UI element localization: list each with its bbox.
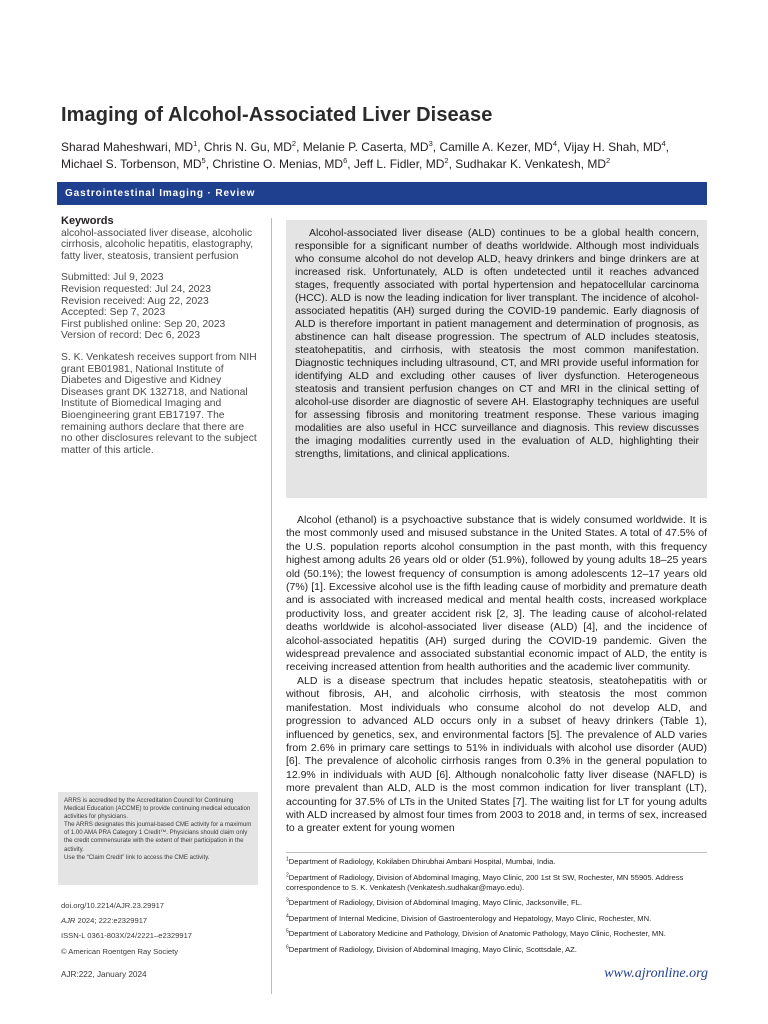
author: Melanie P. Caserta, $MD^3$, xyxy=(302,139,440,154)
article-dates xyxy=(61,272,257,342)
author-list xyxy=(61,139,751,173)
article-title: Imaging of Alcohol-Associated Liver Disease xyxy=(61,104,493,126)
date-first-published: First published online: Sep 20, 2023 xyxy=(61,318,226,330)
date-version-of-record: Version of record: Dec 6, 2023 xyxy=(61,330,201,342)
cme-notice xyxy=(58,792,258,885)
body-paragraph: ALD is a disease spectrum that includes hepatic steatosis, steatohepatitis with or without fibrosis, AH, and alcoholic cirrhosis, with steatosis the most common manifestation. Most individuals who consume alcohol do not develop ALD, and progression to advanced ALD occurs only in a subset of heavy drinkers (Table 1), influenced by genetics, sex, and environmental factors [5]. The prevalence of ALD varies from 2.6% in primary care settings to 51% in individuals with alcohol use disorder (AUD) [6]. The prevalence of alcoholic cirrhosis ranges from 0.3% in the general population to 12.9% in individuals with AUD [6]. Although nonalcoholic fatty liver disease (NAFLD) is more prevalent than ALD, ALD is the most common indication for liver transplant (LT), accounting for 37.5% of LTs in the United States [7]. The waiting list for LT for young adults with ALD increased by almost four times from 2003 to 2018 and, in terms of sex, increased to a greater extent for young women xyxy=(286,674,707,835)
column-divider xyxy=(271,218,272,994)
website-link[interactable]: www.ajronline.org xyxy=(604,966,708,981)
affiliation: $^3$Department of Radiology, Division of Abdominal Imaging, Mayo Clinic, Jacksonville, FL. xyxy=(286,897,582,908)
citation: AJR 2024; 222:e2329917 xyxy=(61,916,148,926)
abstract-text: Alcohol-associated liver disease (ALD) continues to be a global health concern, responsible for a significant number of deaths worldwide. Although most individuals who consume alcohol do not develop ALD, heavy drinkers and binge drinkers are at increased risk. Unfortunately, ALD is often undetected until it reaches advanced stages, frequently associated with portal hypertension and hepatocellular carcinoma (HCC). ALD is now the leading indication for liver transplant. The incidence of alcohol-associated hepatitis (AH) surged during the COVID-19 pandemic. Early diagnosis of ALD is therefore important in patient management and determination of prognosis, as abstinence can halt disease progression. The spectrum of ALD includes steatosis, steatohepatitis, and cirrhosis, with steatosis the most common manifestation. Diagnostic techniques including ultrasound, CT, and MRI provide useful information for identifying ALD and excluding other causes of liver dysfunction. Heterogeneous steatosis and transient perfusion changes on CT and MRI in the clinical setting of alcohol-use disorder are diagnostic of severe AH. Elastography techniques are useful for assessing fibrosis and monitoring treatment response. These various imaging modalities are also useful in HCC surveillance and diagnosis. This review discusses the imaging modalities currently used in the evaluation of ALD, highlighting their strengths, limitations, and clinical applications. xyxy=(295,227,699,460)
author: Vijay H. Shah, $MD^4$, xyxy=(563,139,670,154)
abstract-panel xyxy=(286,220,707,498)
footnote-divider xyxy=(286,852,707,853)
affiliation: $^6$Department of Radiology, Division of Abdominal Imaging, Mayo Clinic, Scottsdale, AZ. xyxy=(286,944,577,954)
author: Camille A. Kezer, $MD^4$, xyxy=(439,139,564,154)
article-meta xyxy=(61,898,261,959)
affiliation: $^2$Department of Radiology, Division of Abdominal Imaging, Mayo Clinic, 200 1st St SW, Rochester, MN 55905. Address correspondence to S. K. Venkatesh (Venkatesh.sudhakar@mayo.edu). xyxy=(286,872,684,892)
date-revision-received: Revision received: Aug 22, 2023 xyxy=(61,295,209,307)
author: Jeff L. Fidler, $MD^2$, xyxy=(353,156,456,171)
author: Chris N. Gu, $MD^2$, xyxy=(203,139,303,154)
keywords-heading: Keywords xyxy=(61,215,114,227)
affiliation: $^1$Department of Radiology, Kokilaben Dhirubhai Ambani Hospital, Mumbai, India. xyxy=(286,856,556,866)
author: Christine O. Menias, $MD^6$, xyxy=(212,156,354,171)
copyright: © American Roentgen Ray Society xyxy=(61,946,179,956)
affiliations xyxy=(286,857,707,961)
cme-claim: Use the “Claim Credit” link to access the CME activity. xyxy=(64,853,210,861)
date-revision-requested: Revision requested: Jul 24, 2023 xyxy=(61,283,211,295)
cme-accreditation: ARRS is accredited by the Accreditation Council for Continuing Medical Education (ACCME) to provide continuing medical education activities for physicians. xyxy=(64,797,251,821)
author: Sudhakar K. Venkatesh, $MD^2$ xyxy=(455,156,611,171)
cme-credit: The ARRS designates this journal-based CME activity for a maximum of 1.00 AMA PRA Category 1 Credit™. Physicians should claim only the credit commensurate with the extent of their participation in the activity. xyxy=(64,821,252,853)
issn: ISSN-L 0361-803X/24/2221–e2329917 xyxy=(61,931,193,941)
doi-link[interactable]: doi.org/10.2214/AJR.23.29917 xyxy=(61,901,165,910)
author: Michael S. Torbenson, $MD^5$, xyxy=(61,156,213,171)
author: Sharad Maheshwari, $MD^1$, xyxy=(61,139,204,154)
body-paragraph: Alcohol (ethanol) is a psychoactive substance that is widely consumed worldwide. It is the most commonly used and misused substance in the United States. A total of 47.5% of the U.S. population reports alcohol consumption in the past month, with this frequency highest among adults 26 years old or older (51.9%), followed by young adults 18–25 years old (50.1%); the lowest frequency of consumption is among adolescents 12–17 years old (7%) [1]. Excessive alcohol use is the fifth leading cause of morbidity and premature death and is associated with increased medical and mental health costs, increased workplace productivity loss, and greater accident risk [2, 3]. The leading cause of alcohol-related deaths worldwide is alcohol-associated liver disease (ALD) [4], and the incidence of alcohol-associated hepatitis (AH) surged during the COVID-19 pandemic. Given the widespread prevalence and associated substantial economic impact of ALD, the entity is receiving increased attention from health authorities and the academic liver community. xyxy=(286,514,707,674)
body-text xyxy=(286,514,707,836)
issue-footer: AJR:222, January 2024 xyxy=(61,970,147,979)
affiliation: $^5$Department of Laboratory Medicine and Pathology, Division of Anatomic Pathology, Mayo Clinic, Rochester, MN. xyxy=(286,928,666,939)
section-banner: Gastrointestinal Imaging · Review xyxy=(57,182,707,205)
keywords-text: alcohol-associated liver disease, alcoholic cirrhosis, alcoholic hepatitis, elastography, fatty liver, steatosis, transient perfusion xyxy=(61,227,254,262)
date-accepted: Accepted: Sep 7, 2023 xyxy=(61,307,166,319)
affiliation: $^4$Department of Internal Medicine, Division of Gastroenterology and Hepatology, Mayo Clinic, Rochester, MN. xyxy=(286,913,652,923)
date-submitted: Submitted: Jul 9, 2023 xyxy=(61,272,164,284)
article-sidebar xyxy=(61,216,257,456)
disclosure-statement: S. K. Venkatesh receives support from NIH grant EB01981, National Institute of Diabetes and Digestive and Kidney Diseases grant DK 132718, and National Institute of Biomedical Imaging and Bioengineering grant EB17197. The remaining authors declare that there are no other disclosures relevant to the subject matter of this article. xyxy=(61,351,257,456)
